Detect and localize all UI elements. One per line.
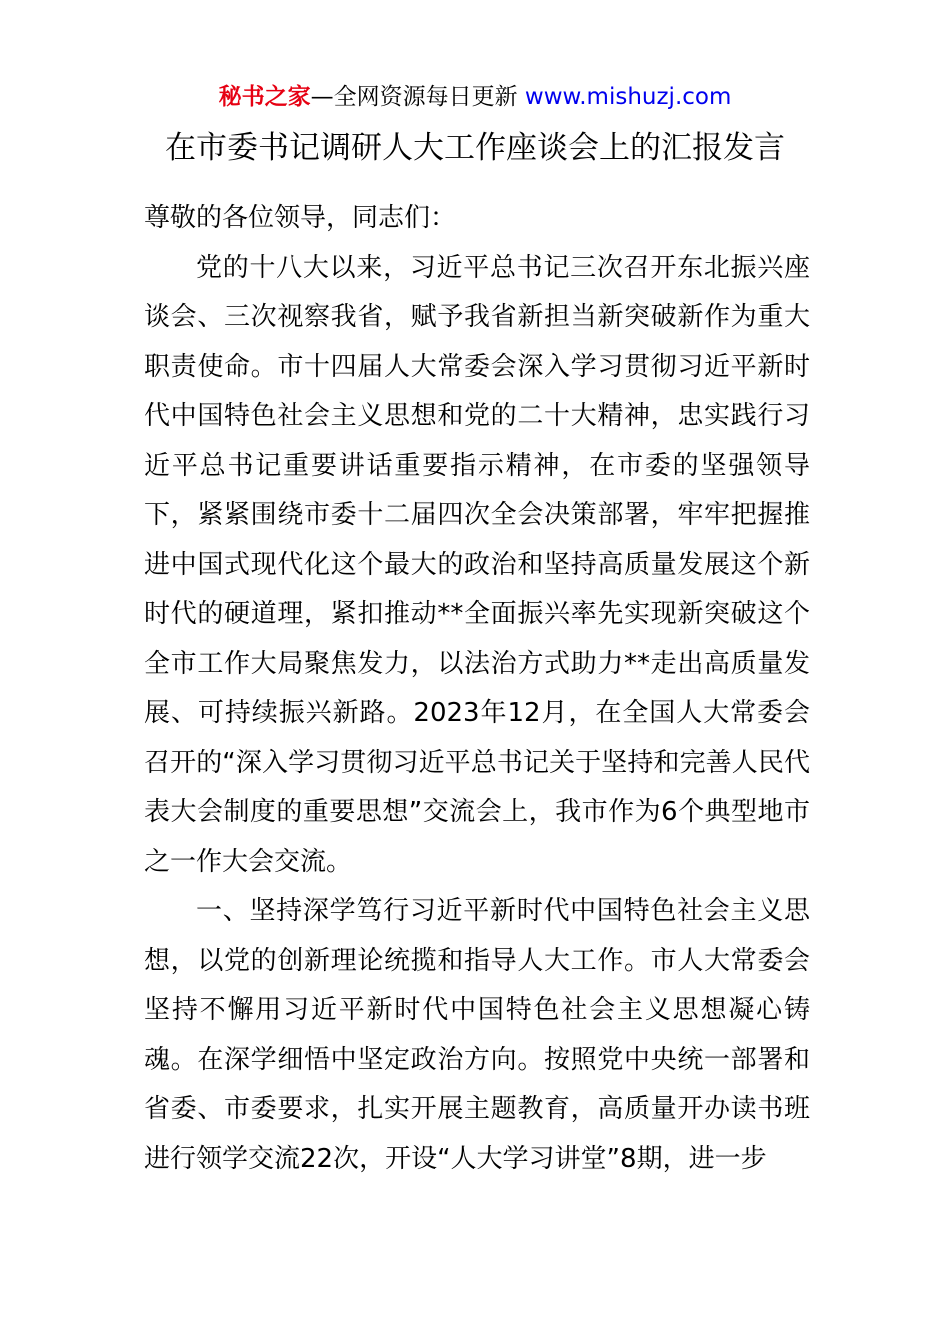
paragraph-intro: 党的十八大以来，习近平总书记三次召开东北振兴座谈会、三次视察我省，赋予我省新担当新突破新作为重大职责使命。市十四届人大常委会深入学习贯彻习近平新时代中国特色社会主义思想和党的二十大精神，忠实践行习近平总书记重要讲话重要指示精神，在市委的坚强领导下，紧紧围绕市委十二届四次全会决策部署，牢牢把握推进中国式现代化这个最大的政治和坚持高质量发展这个新时代的硬道理，紧扣推动**全面振兴率先实现新突破这个全市工作大局聚焦发力，以法治方式助力**走出高质量发展、可持续振兴新路。2023年12月，在全国人大常委会召开的“深入学习贯彻习近平总书记关于坚持和完善人民代表大会制度的重要思想”交流会上，我市作为6个典型地市之一作大会交流。	[144, 252, 810, 877]
paragraph-section-one: 一、坚持深学笃行习近平新时代中国特色社会主义思想，以党的创新理论统揽和指导人大工作。市人大常委会坚持不懈用习近平新时代中国特色社会主义思想凝心铸魂。在深学细悟中坚定政治方向。按照党中央统一部署和省委、市委要求，扎实开展主题教育，高质量开办读书班进行领学交流22次，开设“人大学习讲堂”8期，进一步	[144, 896, 810, 1174]
site-brand: 秘书之家	[218, 84, 311, 110]
document-title: 在市委书记调研人大工作座谈会上的汇报发言	[165, 130, 785, 166]
site-header	[0, 80, 950, 114]
site-url-link[interactable]: www.mishuzj.com	[524, 84, 732, 110]
site-tagline: —全网资源每日更新	[310, 84, 525, 110]
document-body	[144, 194, 810, 1184]
greeting: 尊敬的各位领导，同志们：	[144, 203, 457, 233]
